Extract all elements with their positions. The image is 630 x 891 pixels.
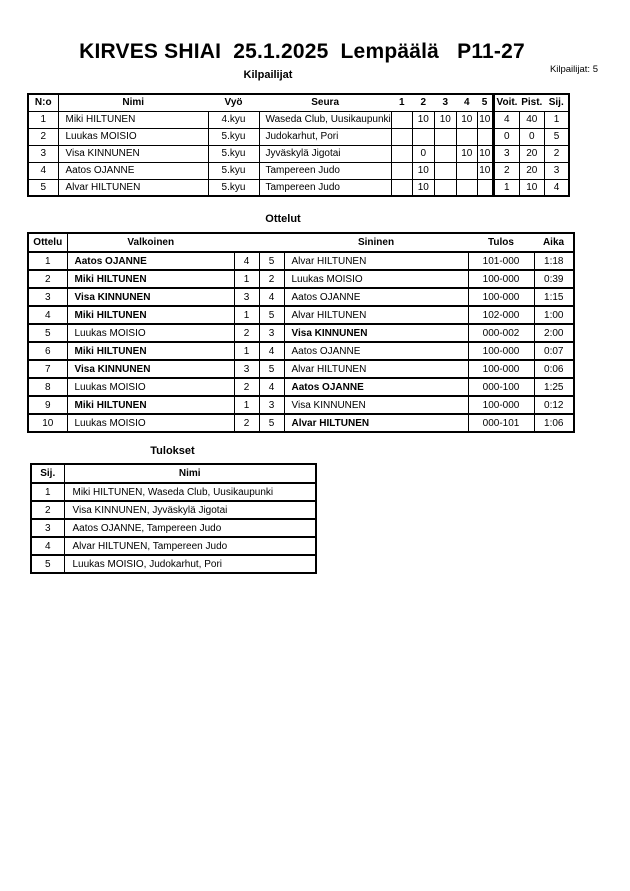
cell-score-4 xyxy=(456,128,477,145)
cell-result-name: Aatos OJANNE, Tampereen Judo xyxy=(64,519,316,537)
match-row xyxy=(28,360,574,378)
cell-blue-player: Alvar HILTUNEN xyxy=(284,414,468,432)
column-header-pist: Pist. xyxy=(519,94,544,111)
cell-seura: Tampereen Judo xyxy=(259,179,391,196)
cell-match-number: 1 xyxy=(28,252,67,270)
cell-score-1 xyxy=(391,162,412,179)
cell-score-1 xyxy=(391,179,412,196)
column-header-3: 3 xyxy=(434,94,456,111)
cell-match-number: 6 xyxy=(28,342,67,360)
cell-blue-number: 5 xyxy=(259,252,284,270)
cell-score-5: 10 xyxy=(477,145,493,162)
result-row xyxy=(31,537,316,555)
cell-result: 101-000 xyxy=(468,252,534,270)
cell-white-player: Visa KINNUNEN xyxy=(67,360,234,378)
match-row xyxy=(28,378,574,396)
column-header-voit: Voit. xyxy=(493,94,519,111)
cell-white-number: 2 xyxy=(234,324,259,342)
column-header-no: N:o xyxy=(28,94,58,111)
cell-match-number: 4 xyxy=(28,306,67,324)
cell-result: 100-000 xyxy=(468,270,534,288)
cell-white-number: 2 xyxy=(234,414,259,432)
column-header-ottelu: Ottelu xyxy=(28,233,67,252)
cell-nimi: Alvar HILTUNEN xyxy=(58,179,208,196)
cell-blue-number: 2 xyxy=(259,270,284,288)
column-header-4: 4 xyxy=(456,94,477,111)
cell-score-3 xyxy=(434,162,456,179)
cell-blue-number: 4 xyxy=(259,342,284,360)
cell-nimi: Miki HILTUNEN xyxy=(58,111,208,128)
match-row xyxy=(28,306,574,324)
cell-placing: 5 xyxy=(31,555,64,573)
competitor-row xyxy=(28,111,569,128)
cell-vyo: 5.kyu xyxy=(208,162,259,179)
cell-result: 000-100 xyxy=(468,378,534,396)
matches-table xyxy=(27,232,575,433)
cell-blue-number: 4 xyxy=(259,288,284,306)
cell-pist: 10 xyxy=(519,179,544,196)
cell-seura: Waseda Club, Uusikaupunki xyxy=(259,111,391,128)
cell-white-number: 2 xyxy=(234,378,259,396)
match-row xyxy=(28,342,574,360)
cell-score-3: 10 xyxy=(434,111,456,128)
results-header-row xyxy=(31,464,316,483)
cell-white-player: Luukas MOISIO xyxy=(67,414,234,432)
cell-white-number: 3 xyxy=(234,288,259,306)
cell-score-2 xyxy=(412,128,434,145)
cell-white-player: Miki HILTUNEN xyxy=(67,306,234,324)
cell-sij: 5 xyxy=(544,128,569,145)
cell-match-number: 3 xyxy=(28,288,67,306)
cell-time: 2:00 xyxy=(534,324,574,342)
cell-score-5 xyxy=(477,128,493,145)
column-header-1: 1 xyxy=(391,94,412,111)
cell-voit: 3 xyxy=(493,145,519,162)
cell-time: 0:07 xyxy=(534,342,574,360)
cell-white-number: 1 xyxy=(234,396,259,414)
match-row xyxy=(28,414,574,432)
cell-no: 3 xyxy=(28,145,58,162)
cell-placing: 4 xyxy=(31,537,64,555)
cell-score-3 xyxy=(434,145,456,162)
match-row xyxy=(28,324,574,342)
cell-match-number: 9 xyxy=(28,396,67,414)
column-header-blue-no xyxy=(259,233,284,252)
cell-pist: 20 xyxy=(519,162,544,179)
cell-white-player: Miki HILTUNEN xyxy=(67,396,234,414)
cell-sij: 2 xyxy=(544,145,569,162)
cell-placing: 3 xyxy=(31,519,64,537)
cell-score-4 xyxy=(456,179,477,196)
results-table xyxy=(30,463,317,574)
cell-blue-number: 3 xyxy=(259,396,284,414)
column-header-seura: Seura xyxy=(259,94,391,111)
result-row xyxy=(31,519,316,537)
cell-score-5: 10 xyxy=(477,111,493,128)
cell-no: 4 xyxy=(28,162,58,179)
cell-result: 100-000 xyxy=(468,396,534,414)
cell-score-2: 0 xyxy=(412,145,434,162)
cell-sij: 4 xyxy=(544,179,569,196)
cell-blue-player: Aatos OJANNE xyxy=(284,378,468,396)
cell-score-1 xyxy=(391,145,412,162)
cell-result: 000-101 xyxy=(468,414,534,432)
cell-sij: 1 xyxy=(544,111,569,128)
cell-nimi: Visa KINNUNEN xyxy=(58,145,208,162)
cell-result-name: Alvar HILTUNEN, Tampereen Judo xyxy=(64,537,316,555)
cell-nimi: Aatos OJANNE xyxy=(58,162,208,179)
cell-no: 1 xyxy=(28,111,58,128)
cell-blue-number: 3 xyxy=(259,324,284,342)
section-title-tulokset: Tulokset xyxy=(150,445,195,457)
cell-match-number: 2 xyxy=(28,270,67,288)
result-row xyxy=(31,501,316,519)
column-header-tulos: Tulos xyxy=(468,233,534,252)
cell-vyo: 5.kyu xyxy=(208,128,259,145)
competitor-row xyxy=(28,179,569,196)
cell-voit: 1 xyxy=(493,179,519,196)
cell-score-4: 10 xyxy=(456,145,477,162)
cell-result: 100-000 xyxy=(468,342,534,360)
cell-pist: 20 xyxy=(519,145,544,162)
cell-time: 1:06 xyxy=(534,414,574,432)
competitors-table xyxy=(27,93,570,197)
match-row xyxy=(28,252,574,270)
cell-blue-player: Alvar HILTUNEN xyxy=(284,360,468,378)
cell-match-number: 5 xyxy=(28,324,67,342)
cell-score-2: 10 xyxy=(412,111,434,128)
cell-voit: 2 xyxy=(493,162,519,179)
cell-white-player: Aatos OJANNE xyxy=(67,252,234,270)
column-header-sininen: Sininen xyxy=(284,233,468,252)
cell-white-player: Luukas MOISIO xyxy=(67,378,234,396)
result-row xyxy=(31,483,316,501)
cell-vyo: 5.kyu xyxy=(208,145,259,162)
cell-blue-player: Alvar HILTUNEN xyxy=(284,306,468,324)
cell-no: 5 xyxy=(28,179,58,196)
cell-result: 100-000 xyxy=(468,360,534,378)
cell-sij: 3 xyxy=(544,162,569,179)
section-title-kilpailijat: Kilpailijat xyxy=(243,69,293,81)
column-header-sij: Sij. xyxy=(544,94,569,111)
cell-white-number: 4 xyxy=(234,252,259,270)
cell-result: 100-000 xyxy=(468,288,534,306)
cell-no: 2 xyxy=(28,128,58,145)
cell-result-name: Visa KINNUNEN, Jyväskylä Jigotai xyxy=(64,501,316,519)
cell-match-number: 7 xyxy=(28,360,67,378)
page-title: KIRVES SHIAI 25.1.2025 Lempäälä P11-27 xyxy=(79,40,525,63)
cell-time: 0:39 xyxy=(534,270,574,288)
cell-time: 1:18 xyxy=(534,252,574,270)
cell-white-number: 1 xyxy=(234,342,259,360)
column-header-5: 5 xyxy=(477,94,493,111)
cell-score-3 xyxy=(434,128,456,145)
cell-time: 0:06 xyxy=(534,360,574,378)
cell-white-number: 1 xyxy=(234,270,259,288)
cell-blue-player: Aatos OJANNE xyxy=(284,288,468,306)
cell-result-name: Luukas MOISIO, Judokarhut, Pori xyxy=(64,555,316,573)
column-header-aika: Aika xyxy=(534,233,574,252)
column-header-vyo: Vyö xyxy=(208,94,259,111)
competitor-row xyxy=(28,128,569,145)
cell-blue-player: Luukas MOISIO xyxy=(284,270,468,288)
cell-nimi: Luukas MOISIO xyxy=(58,128,208,145)
matches-header-row xyxy=(28,233,574,252)
cell-score-4: 10 xyxy=(456,111,477,128)
cell-blue-player: Aatos OJANNE xyxy=(284,342,468,360)
cell-blue-number: 4 xyxy=(259,378,284,396)
cell-voit: 0 xyxy=(493,128,519,145)
cell-time: 1:15 xyxy=(534,288,574,306)
competitor-row xyxy=(28,145,569,162)
competitor-row xyxy=(28,162,569,179)
cell-score-5: 10 xyxy=(477,162,493,179)
cell-blue-player: Alvar HILTUNEN xyxy=(284,252,468,270)
column-header-2: 2 xyxy=(412,94,434,111)
cell-result: 000-002 xyxy=(468,324,534,342)
column-header-placing: Sij. xyxy=(31,464,64,483)
column-header-white-no xyxy=(234,233,259,252)
cell-white-number: 1 xyxy=(234,306,259,324)
cell-time: 1:00 xyxy=(534,306,574,324)
match-row xyxy=(28,270,574,288)
section-title-ottelut: Ottelut xyxy=(265,213,301,225)
cell-score-4 xyxy=(456,162,477,179)
cell-pist: 40 xyxy=(519,111,544,128)
cell-blue-player: Visa KINNUNEN xyxy=(284,396,468,414)
cell-vyo: 5.kyu xyxy=(208,179,259,196)
cell-blue-number: 5 xyxy=(259,306,284,324)
column-header-nimi: Nimi xyxy=(58,94,208,111)
cell-white-player: Luukas MOISIO xyxy=(67,324,234,342)
cell-white-number: 3 xyxy=(234,360,259,378)
column-header-result-name: Nimi xyxy=(64,464,316,483)
cell-placing: 1 xyxy=(31,483,64,501)
cell-score-5 xyxy=(477,179,493,196)
cell-seura: Tampereen Judo xyxy=(259,162,391,179)
cell-white-player: Miki HILTUNEN xyxy=(67,270,234,288)
result-row xyxy=(31,555,316,573)
cell-score-1 xyxy=(391,111,412,128)
cell-score-2: 10 xyxy=(412,162,434,179)
cell-blue-number: 5 xyxy=(259,414,284,432)
cell-result: 102-000 xyxy=(468,306,534,324)
competitors-header-row xyxy=(28,94,569,111)
cell-score-3 xyxy=(434,179,456,196)
cell-voit: 4 xyxy=(493,111,519,128)
cell-score-2: 10 xyxy=(412,179,434,196)
cell-match-number: 8 xyxy=(28,378,67,396)
cell-seura: Jyväskylä Jigotai xyxy=(259,145,391,162)
match-row xyxy=(28,396,574,414)
cell-pist: 0 xyxy=(519,128,544,145)
cell-white-player: Visa KINNUNEN xyxy=(67,288,234,306)
column-header-valkoinen: Valkoinen xyxy=(67,233,234,252)
cell-placing: 2 xyxy=(31,501,64,519)
cell-time: 1:25 xyxy=(534,378,574,396)
cell-match-number: 10 xyxy=(28,414,67,432)
competitors-count-label: Kilpailijat: 5 xyxy=(549,64,598,75)
match-row xyxy=(28,288,574,306)
cell-blue-number: 5 xyxy=(259,360,284,378)
cell-vyo: 4.kyu xyxy=(208,111,259,128)
cell-time: 0:12 xyxy=(534,396,574,414)
cell-white-player: Miki HILTUNEN xyxy=(67,342,234,360)
cell-seura: Judokarhut, Pori xyxy=(259,128,391,145)
cell-result-name: Miki HILTUNEN, Waseda Club, Uusikaupunki xyxy=(64,483,316,501)
cell-blue-player: Visa KINNUNEN xyxy=(284,324,468,342)
cell-score-1 xyxy=(391,128,412,145)
